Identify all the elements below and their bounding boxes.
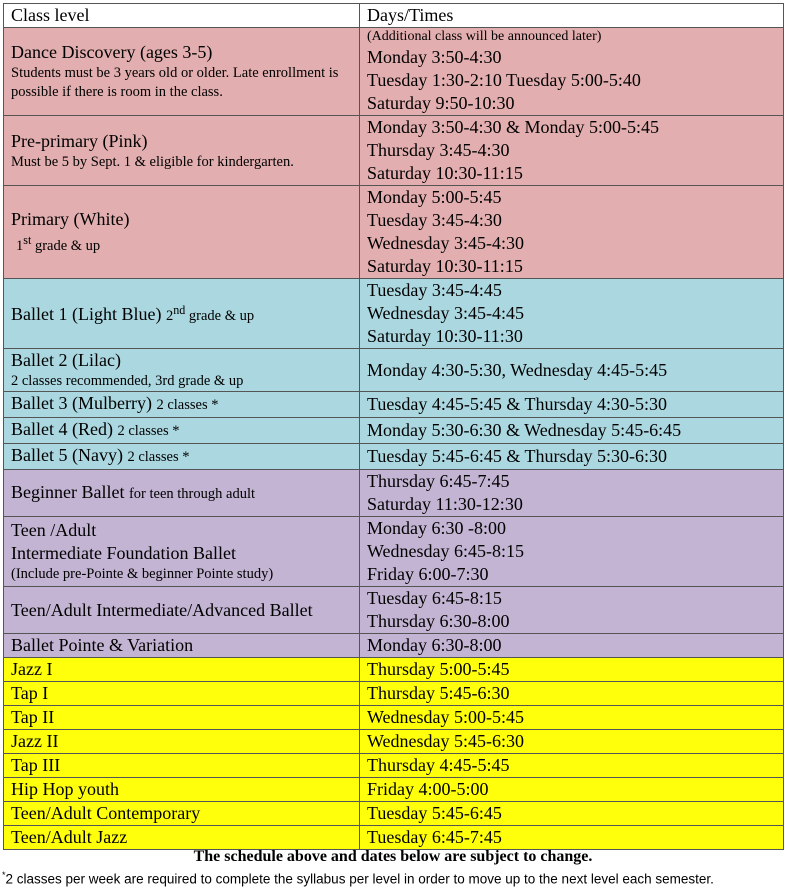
time-slot: Monday 6:30 -8:00	[367, 518, 506, 538]
time-slot: Monday 5:30-6:30 & Wednesday 5:45-6:45	[367, 420, 682, 440]
days-times-cell	[360, 517, 784, 587]
class-name: Ballet Pointe & Variation	[11, 635, 194, 655]
class-level-cell	[4, 392, 360, 418]
time-slot: Wednesday 5:00-5:45	[367, 707, 525, 727]
class-level-cell	[4, 186, 360, 279]
footnote-mark: *	[2, 870, 6, 880]
time-slot: Wednesday 5:45-6:30	[367, 731, 525, 751]
days-times-cell	[360, 116, 784, 186]
schedule-table	[3, 3, 784, 850]
class-requirement-rest: grade & up	[31, 237, 101, 254]
time-slot: Friday 6:00-7:30	[367, 564, 489, 584]
class-detail: 2 classes *	[117, 423, 180, 439]
class-row	[4, 802, 784, 826]
class-name: Ballet 2 (Lilac)	[11, 350, 121, 370]
class-name: Pre-primary (Pink)	[11, 130, 148, 151]
days-times-cell	[360, 186, 784, 279]
class-name: Dance Discovery (ages 3-5)	[11, 42, 213, 62]
time-slot: Saturday 10:30-11:15	[367, 256, 523, 276]
class-row	[4, 634, 784, 658]
time-slot: Thursday 6:30-8:00	[367, 611, 510, 631]
time-slot: Wednesday 3:45-4:45	[367, 303, 525, 323]
time-slot: Monday 6:30-8:00	[367, 635, 502, 655]
time-slot: Tuesday 6:45-7:45	[367, 827, 502, 847]
class-name-line: Intermediate Foundation Ballet	[11, 543, 236, 563]
class-row	[4, 116, 784, 186]
days-times-cell	[360, 349, 784, 392]
time-slot: Monday 3:50-4:30 & Monday 5:00-5:45	[367, 117, 659, 137]
class-name: Primary (White)	[11, 209, 130, 230]
class-row	[4, 186, 784, 279]
class-requirement: 2 classes recommended, 3rd grade & up	[11, 373, 244, 389]
class-name: Ballet 5 (Navy)	[11, 445, 128, 465]
class-level-cell	[4, 28, 360, 116]
class-requirement: Must be 5 by Sept. 1 & eligible for kindergarten.	[11, 153, 294, 170]
class-requirement-ordinal: st	[23, 233, 32, 248]
class-row	[4, 28, 784, 116]
class-level-cell	[4, 706, 360, 730]
class-requirement	[11, 231, 352, 256]
class-level-cell	[4, 682, 360, 706]
class-level-cell	[4, 349, 360, 392]
class-name: Teen/Adult Intermediate/Advanced Ballet	[11, 599, 313, 620]
class-name: Beginner Ballet	[11, 481, 129, 502]
class-name: Jazz I	[11, 659, 53, 679]
class-row	[4, 730, 784, 754]
class-name: Ballet 3 (Mulberry)	[11, 393, 157, 413]
days-times-cell	[360, 28, 784, 116]
class-name: Teen/Adult Jazz	[11, 827, 128, 847]
class-level-cell	[4, 754, 360, 778]
time-slot: Saturday 11:30-12:30	[367, 494, 523, 514]
class-detail: 2 classes *	[127, 449, 190, 465]
time-slot: Tuesday 5:45-6:45	[367, 803, 502, 823]
class-row	[4, 279, 784, 349]
time-slot: Wednesday 6:45-8:15	[367, 541, 525, 561]
days-times-cell	[360, 826, 784, 850]
class-row	[4, 826, 784, 850]
time-slot: Tuesday 3:45-4:45	[367, 280, 502, 300]
class-level-cell	[4, 517, 360, 587]
class-detail-num: 2	[165, 307, 174, 324]
schedule-disclaimer: The schedule above and dates below are subject to change.	[193, 848, 593, 865]
days-times-cell	[360, 444, 784, 470]
class-level-cell	[4, 470, 360, 517]
time-slot: Tuesday 4:45-5:45 & Thursday 4:30-5:30	[367, 394, 667, 414]
days-times-cell	[360, 392, 784, 418]
class-level-cell	[4, 826, 360, 850]
days-times-cell	[360, 778, 784, 802]
class-row	[4, 392, 784, 418]
class-name-line: Teen /Adult	[11, 520, 97, 540]
time-slot: Thursday 4:45-5:45	[367, 755, 510, 775]
days-times-cell	[360, 754, 784, 778]
class-row	[4, 418, 784, 444]
class-level-cell	[4, 634, 360, 658]
time-slot: Tuesday 5:45-6:45 & Thursday 5:30-6:30	[367, 446, 667, 466]
class-detail: 2 classes *	[156, 397, 219, 413]
footnote-text: 2 classes per week are required to complete the syllabus per level in order to move up to the next level each semester.	[5, 871, 714, 887]
class-level-cell	[4, 444, 360, 470]
time-slot: Tuesday 1:30-2:10 Tuesday 5:00-5:40	[367, 70, 641, 90]
days-times-cell	[360, 706, 784, 730]
time-slot: Saturday 9:50-10:30	[367, 93, 515, 113]
class-row	[4, 778, 784, 802]
class-row	[4, 587, 784, 634]
class-row	[4, 754, 784, 778]
header-class-level: Class level	[4, 4, 360, 28]
class-level-cell	[4, 116, 360, 186]
time-slot: Monday 5:00-5:45	[367, 187, 502, 207]
class-detail: for teen through adult	[128, 485, 256, 502]
class-level-cell	[4, 658, 360, 682]
class-name: Teen/Adult Contemporary	[11, 803, 201, 823]
class-row	[4, 517, 784, 587]
footnote	[2, 870, 786, 887]
class-row	[4, 682, 784, 706]
class-row	[4, 444, 784, 470]
class-requirement: Students must be 3 years old or older. Late enrollment is possible if there is room in the class.	[11, 65, 339, 100]
class-level-cell	[4, 279, 360, 349]
class-row	[4, 706, 784, 730]
class-level-cell	[4, 802, 360, 826]
class-level-cell	[4, 587, 360, 634]
header-row	[4, 4, 784, 28]
class-name: Hip Hop youth	[11, 779, 119, 799]
time-slot: Saturday 10:30-11:30	[367, 326, 523, 346]
class-level-cell	[4, 418, 360, 444]
class-row	[4, 658, 784, 682]
days-times-cell	[360, 658, 784, 682]
schedule-body	[4, 28, 784, 850]
class-level-cell	[4, 778, 360, 802]
time-slot: Wednesday 3:45-4:30	[367, 233, 525, 253]
class-detail	[165, 303, 255, 324]
class-row	[4, 349, 784, 392]
class-name: Tap III	[11, 755, 61, 775]
time-slot: Friday 4:00-5:00	[367, 779, 489, 799]
time-slot: Thursday 5:45-6:30	[367, 683, 510, 703]
days-times-cell	[360, 470, 784, 517]
class-detail-ordinal: nd	[173, 303, 186, 318]
class-level-cell	[4, 730, 360, 754]
time-slot: Monday 4:30-5:30, Wednesday 4:45-5:45	[367, 359, 668, 380]
days-times-cell	[360, 279, 784, 349]
days-times-cell	[360, 730, 784, 754]
class-row	[4, 470, 784, 517]
days-times-cell	[360, 802, 784, 826]
class-name: Ballet 1 (Light Blue)	[11, 303, 166, 324]
time-slot: Thursday 6:45-7:45	[367, 471, 510, 491]
time-slot: Tuesday 3:45-4:30	[367, 210, 502, 230]
time-slot: Monday 3:50-4:30	[367, 47, 502, 67]
days-times-cell	[360, 682, 784, 706]
class-name: Ballet 4 (Red)	[11, 419, 118, 439]
schedule-note: (Additional class will be announced later)	[367, 29, 602, 44]
time-slot: Thursday 5:00-5:45	[367, 659, 510, 679]
days-times-cell	[360, 418, 784, 444]
class-requirement: (Include pre-Pointe & beginner Pointe study)	[11, 566, 274, 582]
class-name: Jazz II	[11, 731, 59, 751]
time-slot: Thursday 3:45-4:30	[367, 140, 510, 160]
class-name: Tap I	[11, 683, 49, 703]
time-slot: Saturday 10:30-11:15	[367, 163, 523, 183]
class-name: Tap II	[11, 707, 55, 727]
class-requirement-num: 1	[16, 237, 24, 254]
class-detail-rest: grade & up	[185, 307, 255, 324]
days-times-cell	[360, 634, 784, 658]
header-days-times: Days/Times	[360, 4, 784, 28]
days-times-cell	[360, 587, 784, 634]
time-slot: Tuesday 6:45-8:15	[367, 588, 502, 608]
